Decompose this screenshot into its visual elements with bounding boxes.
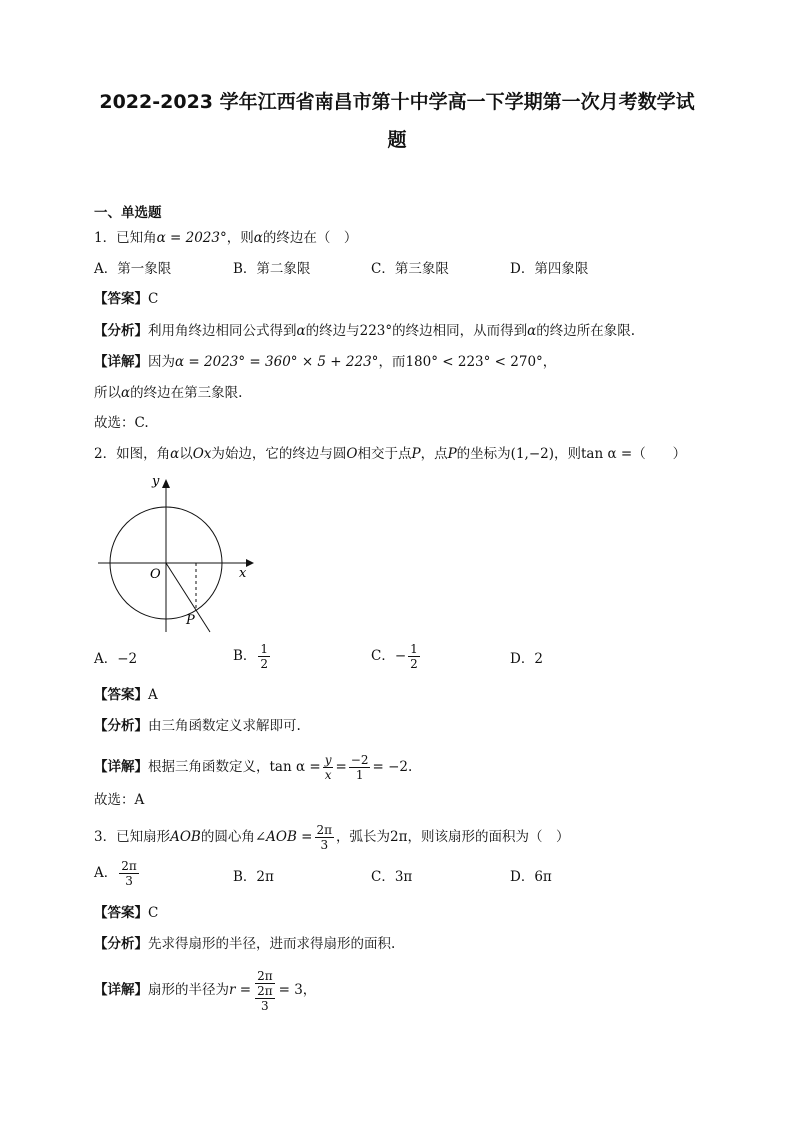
q3-analysis: 【分析】先求得扇形的半径，进而求得扇形的面积. (94, 936, 396, 952)
q1-option-b: B．第二象限 (233, 261, 311, 277)
section-heading: 一、单选题 (94, 205, 162, 221)
title-line-2: 题 (387, 129, 407, 151)
q2-analysis: 【分析】由三角函数定义求解即可. (94, 718, 301, 734)
q3-answer: 【答案】C (94, 905, 159, 921)
unit-circle-figure (94, 474, 264, 639)
q3-option-d: D．6π (510, 869, 552, 885)
q3-option-a: A． $\frac{2\pi}{3}$ (94, 859, 137, 888)
q1-stem: 1．已知角α = 2023°，则α的终边在（ ） (94, 230, 358, 246)
q2-option-c: C．− $\frac{1}{2}$ (371, 642, 418, 671)
title-line-1: 2022-2023 学年江西省南昌市第十中学高一下学期第一次月考数学试 (99, 91, 695, 113)
q2-option-a: A．−2 (94, 651, 138, 667)
q2-stem: 2．如图，角α以Ox为始边，它的终边与圆O相交于点P，点P的坐标为(1,−2)，则tan α =（ ） (94, 446, 687, 462)
q1-detail: 【详解】因为α = 2023° = 360° × 5 + 223°，而180° < 223° < 270°， (94, 354, 557, 370)
label-x: x (239, 566, 247, 581)
x-axis-arrow (246, 559, 254, 567)
q1-choose: 故选：C. (94, 415, 149, 431)
q2-answer: 【答案】A (94, 687, 158, 703)
q3-option-c: C．3π (371, 869, 413, 885)
q3-stem: 3．已知扇形AOB的圆心角∠AOB = $\frac{2\pi}{3}$ ，弧长为2π，则该扇形的面积为（ ） (94, 823, 570, 852)
q2-detail: 【详解】根据三角函数定义，tan α = $\frac{y}{x}$ = $\frac{-2}{1}$ = −2. (94, 753, 413, 782)
q2-option-b: B． $\frac{1}{2}$ (233, 642, 269, 671)
q1-option-c: C．第三象限 (371, 261, 449, 277)
q1-option-d: D．第四象限 (510, 261, 589, 277)
q1-conclusion: 所以α的终边在第三象限. (94, 385, 243, 401)
q2-choose: 故选：A (94, 792, 145, 808)
label-y: y (152, 474, 160, 489)
q1-option-a: A．第一象限 (94, 261, 172, 277)
q2-option-d: D．2 (510, 651, 543, 667)
q1-analysis: 【分析】利用角终边相同公式得到α的终边与223°的终边相同，从而得到α的终边所在象限. (94, 323, 636, 339)
q1-answer: 【答案】C (94, 291, 159, 307)
label-o: O (150, 567, 161, 582)
q3-detail: 【详解】扇形的半径为r = $\frac{2\pi}{\frac{2\pi}{3}}$ = 3， (94, 968, 317, 1013)
q3-option-b: B．2π (233, 869, 274, 885)
page-title (60, 83, 734, 159)
label-p: P (186, 613, 195, 628)
y-axis-arrow (162, 479, 170, 488)
